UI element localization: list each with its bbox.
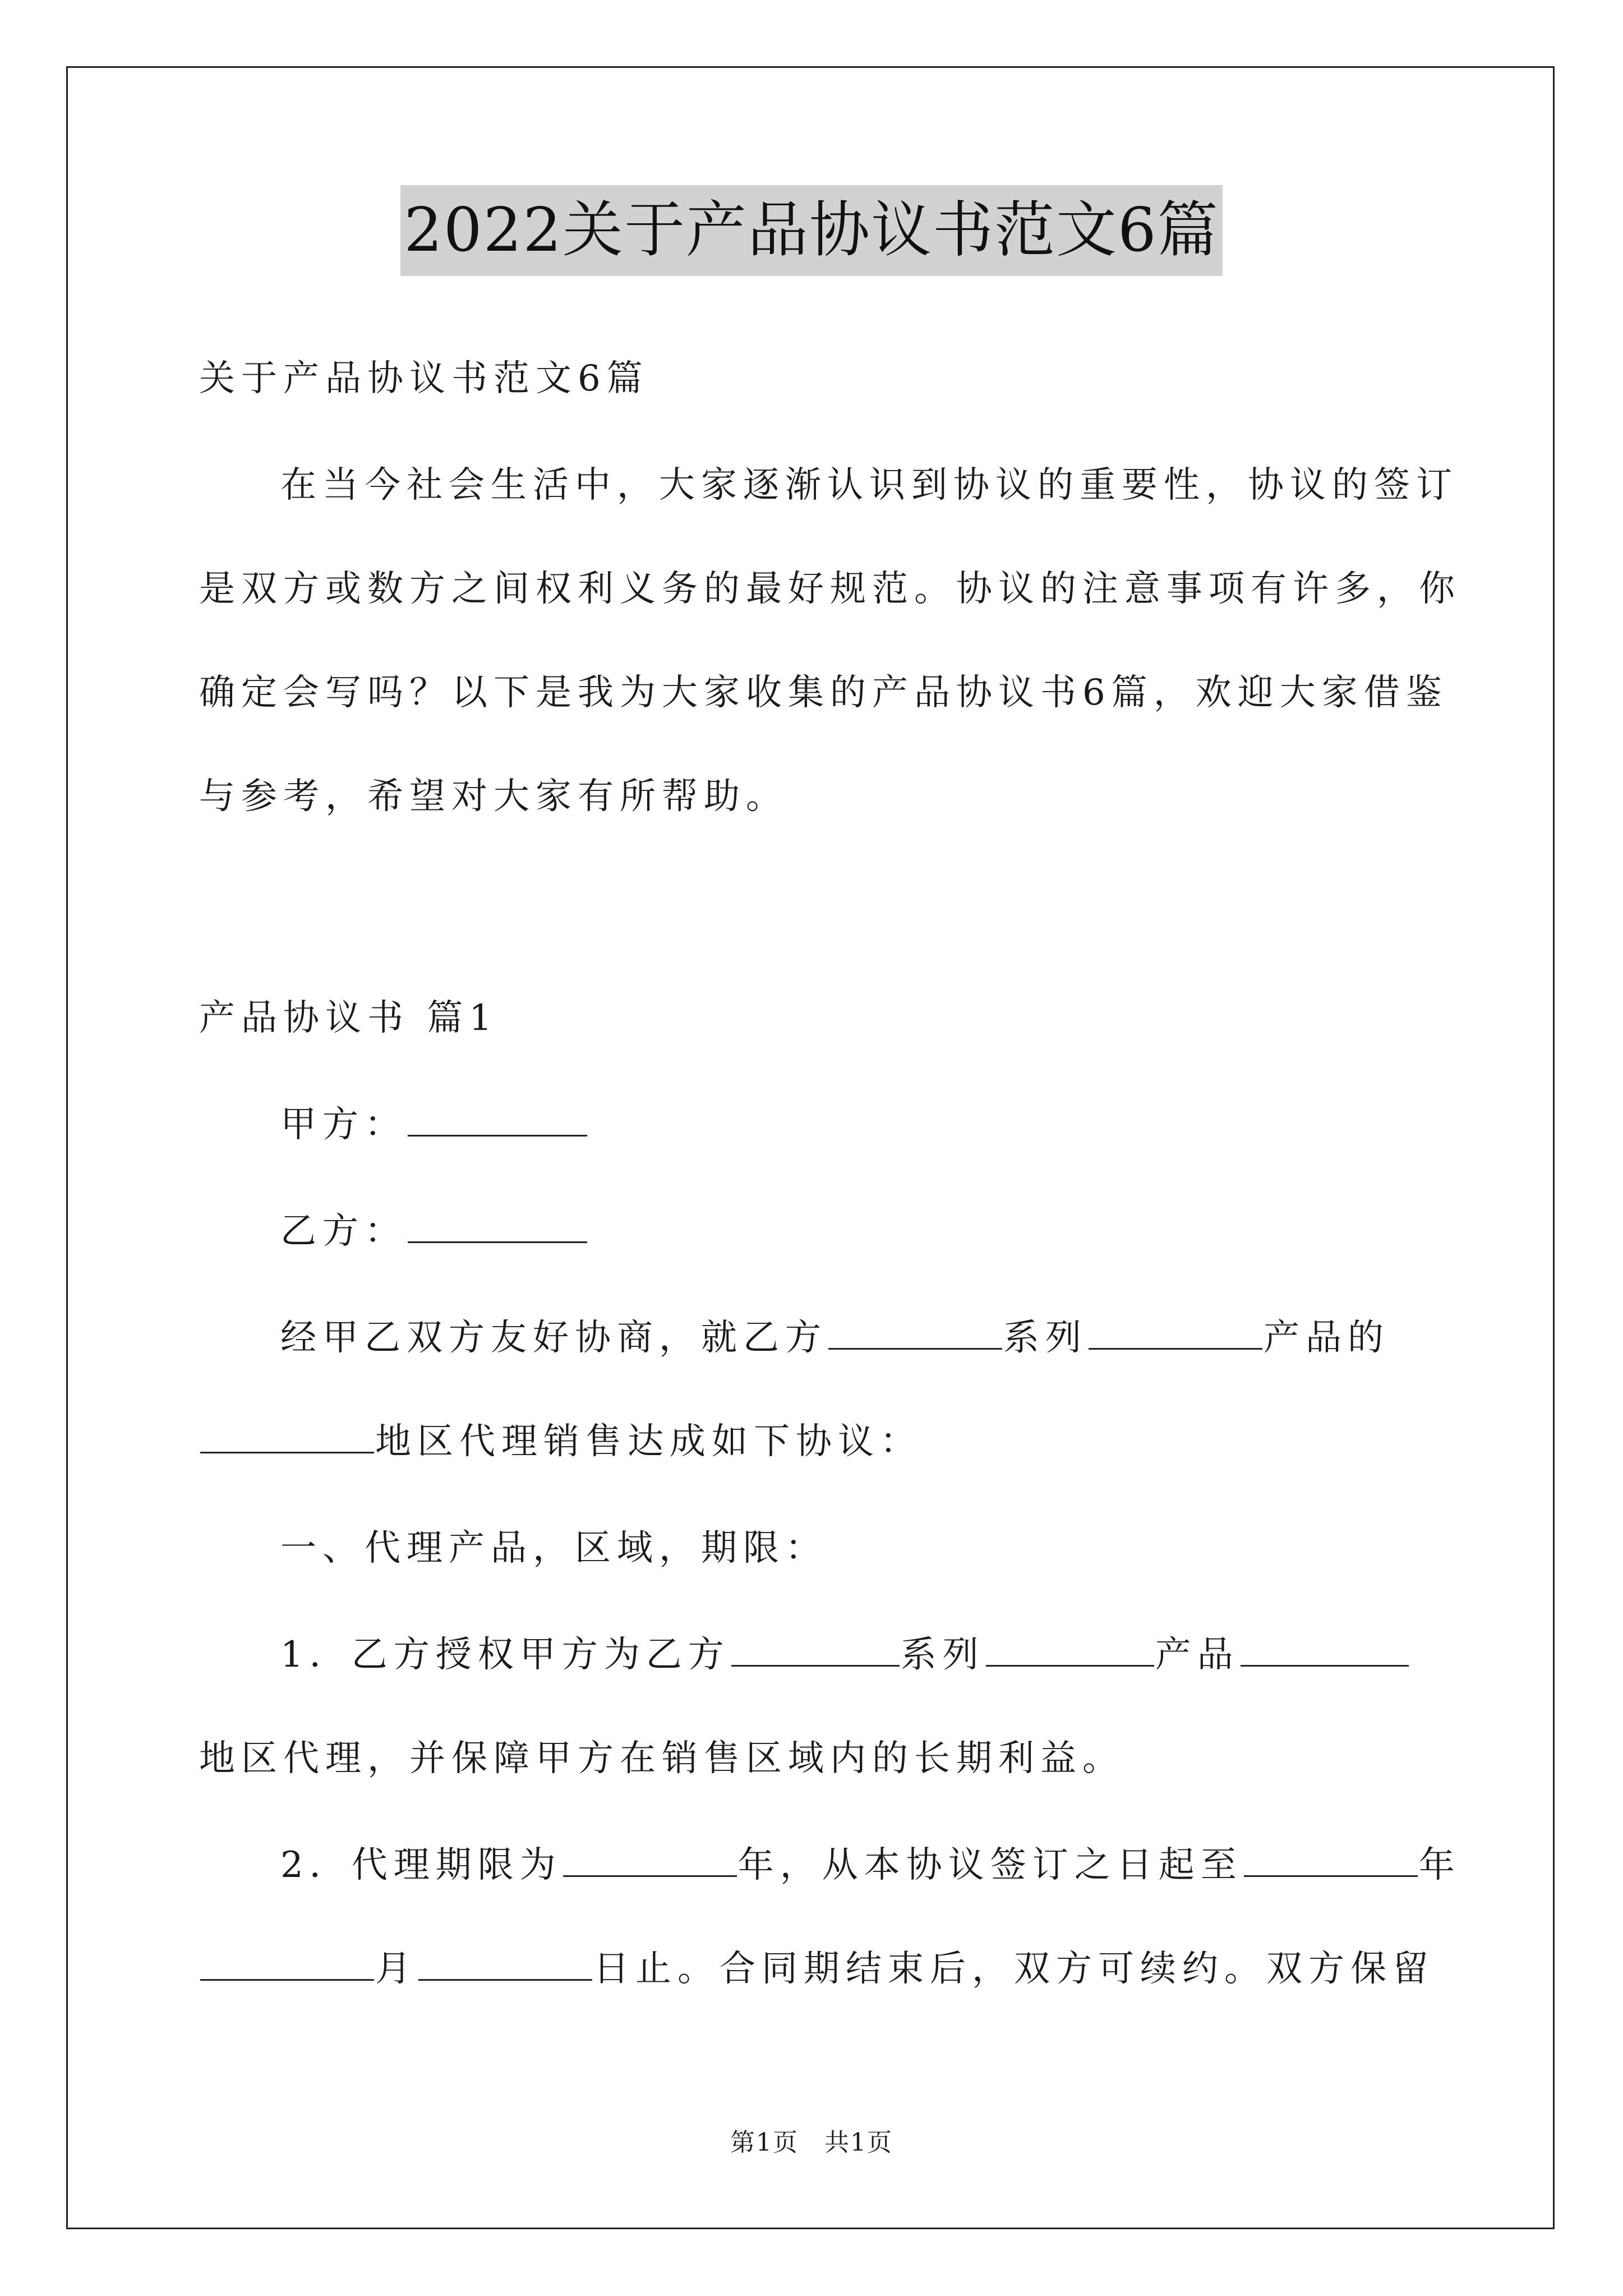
- agreement-line-1: [280, 1313, 1390, 1363]
- intro-line-1: 在当今社会生活中，大家逐渐认识到协议的重要性，协议的签订: [280, 464, 1458, 506]
- clause2-line-1: [280, 1840, 1461, 1890]
- section-heading: 产品协议书 篇1: [199, 997, 499, 1039]
- document-subtitle: 关于产品协议书范文6篇: [199, 358, 649, 399]
- clause2-text-2: 年，从本协议签订之日起至: [737, 1844, 1243, 1886]
- agreement-text-4: 地区代理销售达成如下协议：: [375, 1421, 922, 1462]
- clause2-text-1: 2．代理期限为: [280, 1844, 562, 1886]
- party-a-line: [280, 1099, 588, 1150]
- intro-line-3: 确定会写吗？以下是我为大家收集的产品协议书6篇，欢迎大家借鉴: [199, 672, 1448, 714]
- clause1-text-1: 1．乙方授权甲方为乙方: [280, 1634, 730, 1676]
- clause2-blank-2: [1244, 1843, 1418, 1877]
- clause2-blank-3: [200, 1947, 374, 1981]
- clause1-text-2: 系列: [900, 1634, 985, 1676]
- intro-line-2: 是双方或数方之间权利义务的最好规范。协议的注意事项有许多，你: [199, 568, 1461, 610]
- party-b-label: 乙方：: [280, 1211, 407, 1252]
- clause1-blank-1: [731, 1632, 900, 1667]
- clause2-blank-4: [418, 1947, 592, 1981]
- intro-line-4: 与参考，希望对大家有所帮助。: [199, 776, 788, 817]
- agreement-blank-3: [200, 1419, 374, 1453]
- clause1-blank-3: [1241, 1632, 1409, 1667]
- clause1-line-1: [280, 1630, 1410, 1680]
- page-footer: 第1页 共1页: [730, 2128, 893, 2157]
- clause1-line-2: 地区代理，并保障甲方在销售区域内的长期利益。: [199, 1738, 1124, 1779]
- clause2-line-2: [199, 1944, 1435, 1994]
- party-a-label: 甲方：: [280, 1104, 407, 1145]
- clause1-blank-2: [986, 1632, 1154, 1667]
- agreement-blank-1: [828, 1315, 1002, 1350]
- agreement-text-2: 系列: [1003, 1317, 1087, 1359]
- party-b-blank: [408, 1209, 587, 1243]
- clause2-blank-1: [563, 1843, 737, 1877]
- clause2-text-5: 日止。合同期结束后，双方可续约。双方保留: [593, 1948, 1435, 1990]
- agreement-line-2: [199, 1416, 922, 1467]
- agreement-text-3: 产品的: [1264, 1317, 1390, 1359]
- clause2-text-4: 月: [375, 1948, 417, 1990]
- clause2-text-3: 年: [1418, 1844, 1461, 1886]
- agreement-text-1: 经甲乙双方友好协商，就乙方: [280, 1317, 827, 1359]
- agreement-blank-2: [1089, 1315, 1262, 1350]
- document-title: 2022关于产品协议书范文6篇: [400, 185, 1223, 276]
- title-wrap: [0, 185, 1623, 276]
- party-b-line: [280, 1206, 588, 1257]
- clause1-text-3: 产品: [1155, 1634, 1239, 1676]
- party-a-blank: [408, 1102, 587, 1137]
- clause-heading: 一、代理产品，区域，期限：: [280, 1527, 827, 1569]
